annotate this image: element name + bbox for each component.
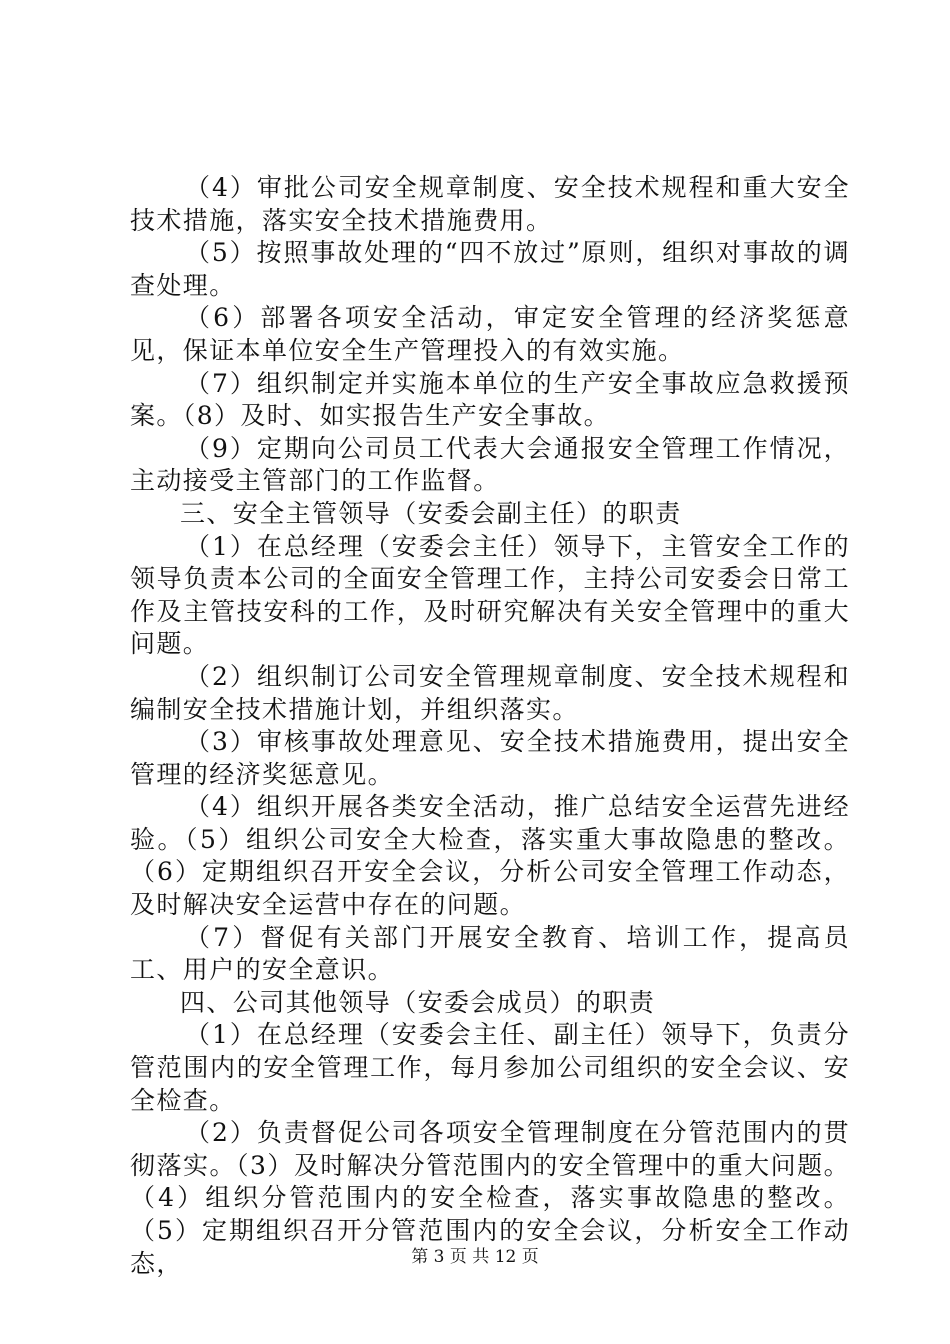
paragraph: （3）审核事故处理意见、安全技术措施费用，提出安全管理的经济奖惩意见。 [130, 727, 850, 789]
paragraph: （4）组织开展各类安全活动，推广总结安全运营先进经验。（5）组织公司安全大检查，落实重大事故隐患的整改。（6）定期组织召开安全会议，分析公司安全管理工作动态，及时解决安全运营中存在的问题。 [130, 792, 850, 920]
paragraph: （2）负责督促公司各项安全管理制度在分管范围内的贯彻落实。（3）及时解决分管范围内的安全管理中的重大问题。（4）组织分管范围内的安全检查，落实事故隐患的整改。（5）定期组织召开分管范围内的安全会议，分析安全工作动态， [130, 1118, 850, 1278]
paragraph: （9）定期向公司员工代表大会通报安全管理工作情况，主动接受主管部门的工作监督。 [130, 433, 850, 496]
document-body [130, 172, 850, 1280]
paragraph: （1）在总经理（安委会主任）领导下，主管安全工作的领导负责本公司的全面安全管理工作，主持公司安委会日常工作及主管技安科的工作，及时研究解决有关安全管理中的重大问题。 [130, 531, 850, 659]
paragraph: （1）在总经理（安委会主任、副主任）领导下，负责分管范围内的安全管理工作，每月参加公司组织的安全会议、安全检查。 [130, 1020, 850, 1115]
paragraph: （6）部署各项安全活动，审定安全管理的经济奖惩意见，保证本单位安全生产管理投入的有效实施。 [130, 303, 850, 365]
paragraph: （4）审批公司安全规章制度、安全技术规程和重大安全技术措施，落实安全技术措施费用。 [130, 173, 850, 235]
paragraph: （2）组织制订公司安全管理规章制度、安全技术规程和编制安全技术措施计划，并组织落实。 [130, 661, 850, 724]
paragraph: （7）督促有关部门开展安全教育、培训工作，提高员工、用户的安全意识。 [130, 922, 850, 985]
paragraph: （5）按照事故处理的“四不放过”原则，组织对事故的调查处理。 [130, 238, 850, 300]
section-heading: 四、公司其他领导（安委会成员）的职责 [180, 987, 656, 1017]
section-heading: 三、安全主管领导（安委会副主任）的职责 [180, 498, 682, 528]
paragraph: （7）组织制定并实施本单位的生产安全事故应急救援预案。（8）及时、如实报告生产安全事故。 [130, 368, 850, 431]
page-number-footer: 第 3 页 共 12 页 [411, 1247, 539, 1267]
